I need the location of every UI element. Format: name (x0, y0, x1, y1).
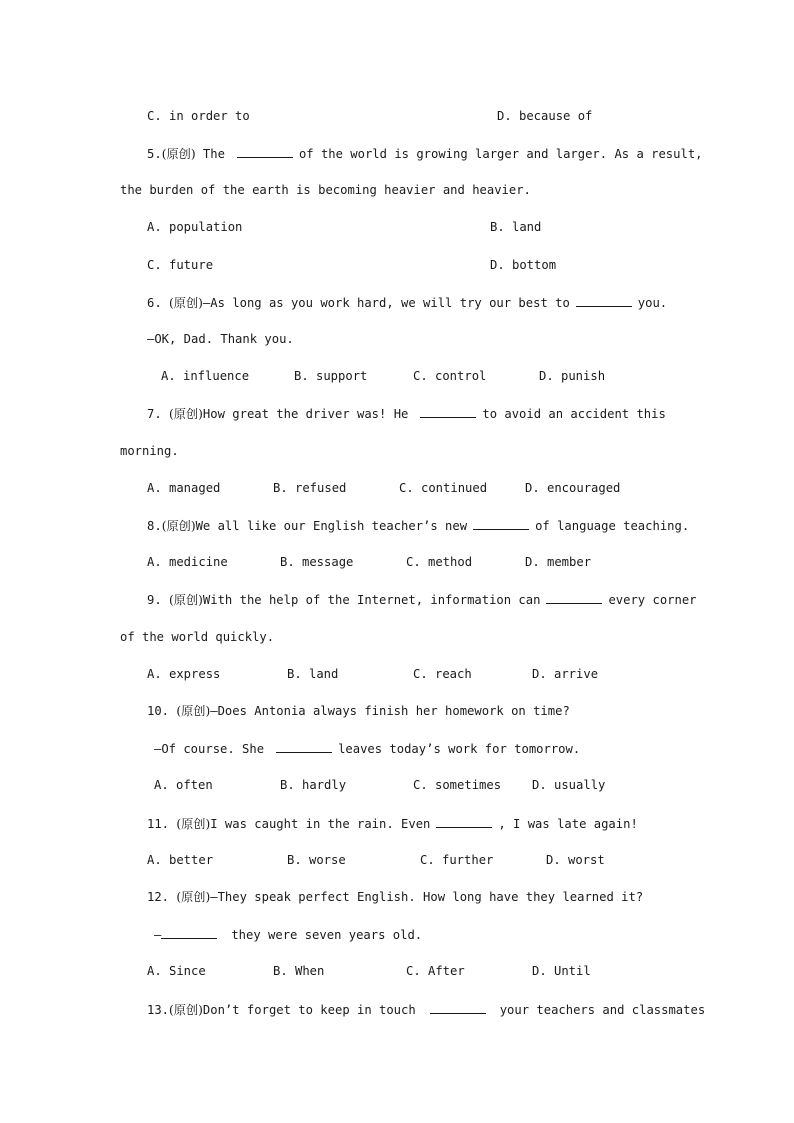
q5-option-b: B. land (490, 220, 542, 234)
q8-stem-end: of language teaching. (535, 519, 690, 533)
q7-option-a: A. managed (147, 481, 221, 495)
q5-number: 5. (147, 147, 162, 161)
q12-option-b: B. When (273, 964, 325, 978)
q9-origin-tag: (原创) (169, 593, 203, 607)
q8-origin-tag: (原创) (161, 519, 196, 533)
q8-blank[interactable] (473, 517, 529, 530)
q7-stem-end: to avoid an accident this (482, 407, 666, 421)
q9-stem-end: every corner (608, 593, 697, 607)
q8-number: 8. (147, 519, 162, 533)
q13-origin-tag: (原创) (169, 1003, 203, 1017)
q7-continuation: morning. (120, 444, 179, 458)
q13-stem-end: your teachers and classmates (499, 1003, 706, 1017)
q6-option-a: A. influence (161, 369, 250, 383)
q11-option-c: C. further (420, 853, 494, 867)
q10-origin-tag: (原创) (176, 704, 211, 718)
q12-option-c: C. After (406, 964, 465, 978)
q8-option-d: D. member (525, 555, 592, 569)
q10-number: 10. (147, 704, 170, 718)
q5-continuation: the burden of the earth is becoming heavier and heavier. (120, 183, 531, 197)
q9-option-a: A. express (147, 667, 221, 681)
q5-option-d: D. bottom (490, 258, 557, 272)
q10-reply (154, 740, 580, 757)
q9-blank[interactable] (546, 591, 602, 604)
q12-origin-tag: (原创) (176, 890, 211, 904)
question-13 (147, 1001, 705, 1018)
q12-number: 12. (147, 890, 170, 904)
q6-option-b: B. support (294, 369, 368, 383)
question-12 (147, 889, 643, 905)
q12-option-a: A. Since (147, 964, 206, 978)
q6-option-c: C. control (413, 369, 487, 383)
q11-stem-start: I was caught in the rain. Even (210, 817, 431, 831)
q7-number: 7. (147, 407, 162, 421)
q5-blank[interactable] (237, 145, 293, 158)
q7-origin-tag: (原创) (169, 407, 203, 421)
q11-origin-tag: (原创) (176, 817, 211, 831)
q5-origin-tag: (原创) (161, 147, 196, 161)
q11-option-b: B. worse (287, 853, 346, 867)
question-9 (147, 591, 697, 608)
q10-blank[interactable] (276, 740, 332, 753)
q6-stem-start: —As long as you work hard, we will try our best to (202, 296, 570, 310)
q9-option-d: D. arrive (532, 667, 599, 681)
q12-reply-end: they were seven years old. (231, 928, 423, 942)
q8-option-c: C. method (406, 555, 473, 569)
question-6 (147, 294, 667, 311)
q13-number: 13. (147, 1003, 170, 1017)
q10-option-d: D. usually (532, 778, 606, 792)
question-8 (147, 517, 689, 534)
q6-reply: —OK, Dad. Thank you. (147, 332, 294, 346)
q8-option-b: B. message (280, 555, 354, 569)
question-5 (147, 145, 703, 162)
q9-option-b: B. land (287, 667, 339, 681)
q9-stem-start: With the help of the Internet, information can (202, 593, 541, 607)
q9-number: 9. (147, 593, 162, 607)
q8-stem-start: We all like our English teacher’s new (195, 519, 468, 533)
q11-option-d: D. worst (546, 853, 605, 867)
q12-blank[interactable] (161, 926, 217, 939)
q9-option-c: C. reach (413, 667, 472, 681)
question-11 (147, 815, 638, 832)
q9-continuation: of the world quickly. (120, 630, 275, 644)
q6-number: 6. (147, 296, 162, 310)
q7-stem-start: How great the driver was! He (202, 407, 409, 421)
q11-number: 11. (147, 817, 170, 831)
q8-option-a: A. medicine (147, 555, 228, 569)
q10-reply-end: leaves today’s work for tomorrow. (338, 742, 581, 756)
q12-reply-start: — (154, 928, 162, 942)
q5-option-a: A. population (147, 220, 243, 234)
q13-stem-start: Don’t forget to keep in touch (202, 1003, 416, 1017)
q7-option-c: C. continued (399, 481, 488, 495)
q6-blank[interactable] (576, 294, 632, 307)
q6-origin-tag: (原创) (169, 296, 203, 310)
q10-option-b: B. hardly (280, 778, 347, 792)
question-7 (147, 405, 666, 422)
q7-blank[interactable] (420, 405, 476, 418)
q11-blank[interactable] (436, 815, 492, 828)
q12-stem: —They speak perfect English. How long have they learned it? (210, 890, 644, 904)
q4-option-d: D. because of (497, 109, 593, 123)
q6-stem-end: you. (637, 296, 668, 310)
q13-blank[interactable] (430, 1001, 486, 1014)
q10-stem: —Does Antonia always finish her homework on time? (210, 704, 570, 718)
q6-option-d: D. punish (539, 369, 606, 383)
q5-stem-start: The (202, 147, 225, 161)
q11-stem-end: , I was late again! (498, 817, 638, 831)
q5-stem-end: of the world is growing larger and larger. As a result, (298, 147, 703, 161)
q10-option-a: A. often (154, 778, 213, 792)
q10-option-c: C. sometimes (413, 778, 502, 792)
q10-reply-start: —Of course. She (154, 742, 265, 756)
q5-option-c: C. future (147, 258, 214, 272)
q4-option-c: C. in order to (147, 109, 250, 123)
question-10 (147, 703, 570, 719)
q12-reply (154, 926, 422, 943)
q11-option-a: A. better (147, 853, 214, 867)
q7-option-d: D. encouraged (525, 481, 621, 495)
q12-option-d: D. Until (532, 964, 591, 978)
q7-option-b: B. refused (273, 481, 347, 495)
